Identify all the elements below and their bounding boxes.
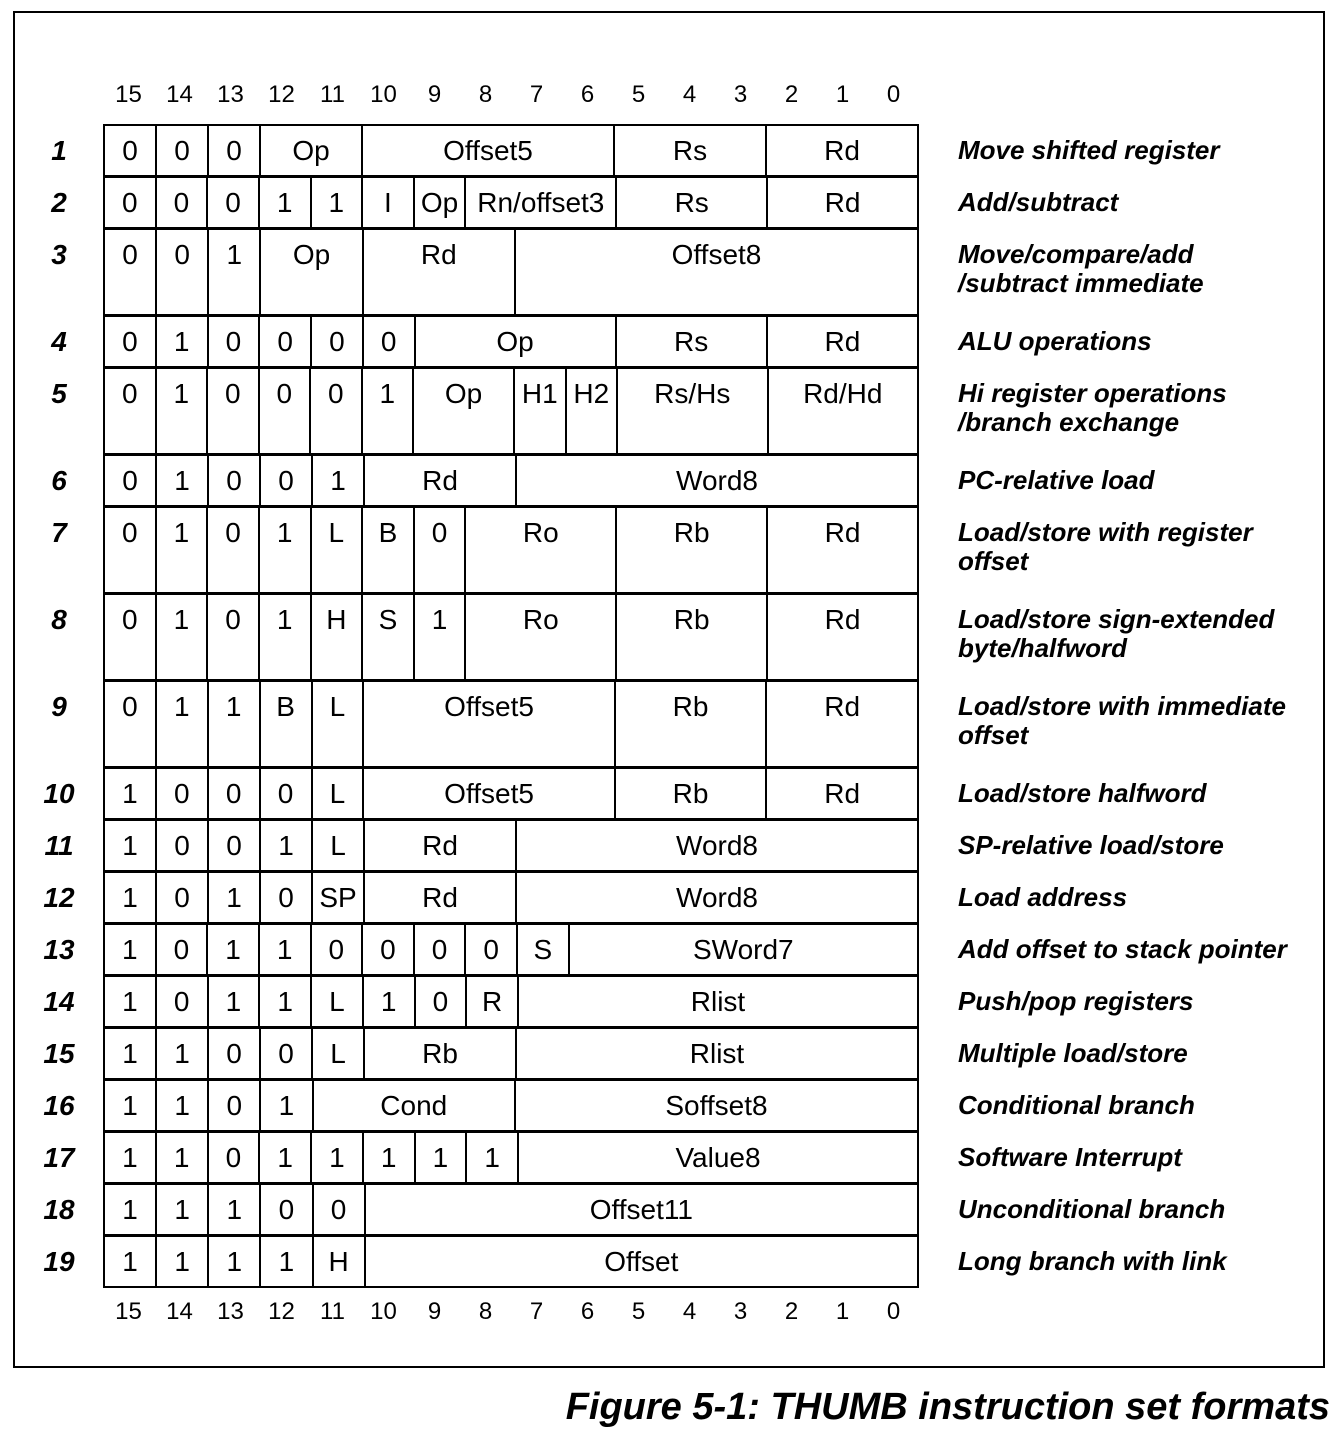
field-17-1: 1 [105, 1133, 157, 1182]
field-14-rlist: Rlist [690, 986, 746, 1017]
field-4-0: 0 [312, 317, 364, 366]
field-12-0: 0 [261, 873, 313, 922]
field-18-1: 1 [209, 1185, 261, 1234]
field-10-1: 1 [105, 769, 157, 818]
format-description-13 [958, 923, 1287, 964]
description-line: offset [958, 546, 1029, 576]
format-row-3 [15, 228, 1323, 316]
description-line: Load/store sign-extended [958, 604, 1275, 634]
field-6-1: 1 [313, 456, 365, 505]
format-description-3 [958, 228, 1204, 298]
field-18-0: 0 [261, 1185, 313, 1234]
format-number-1: 1 [51, 135, 67, 166]
bit-label-0: 0 [886, 1298, 901, 1325]
format-description-10 [958, 767, 1206, 808]
field-2-0: 0 [208, 178, 260, 227]
bit-label-8: 8 [478, 81, 493, 108]
field-14-1: 1 [209, 977, 261, 1026]
field-13-1: 1 [260, 925, 312, 974]
format-number-3: 3 [51, 239, 67, 270]
description-line: Move shifted register [958, 135, 1220, 165]
field-9-rb: Rb [616, 682, 768, 766]
description-line: Hi register operations [958, 378, 1227, 408]
field-8-0: 0 [105, 595, 157, 679]
field-17-1: 1 [312, 1133, 364, 1182]
field-12-sp: SP [313, 873, 365, 922]
field-19-h: H [314, 1237, 366, 1286]
format-row-6 [15, 454, 1323, 507]
field-19-1: 1 [209, 1237, 261, 1286]
bitfields-15 [103, 1027, 919, 1080]
field-17-1: 1 [467, 1133, 519, 1182]
field-13-0: 0 [415, 925, 467, 974]
field-18-0: 0 [314, 1185, 366, 1234]
field-2-0: 0 [157, 178, 209, 227]
description-line: Unconditional branch [958, 1194, 1226, 1224]
bit-label-15: 15 [115, 1298, 142, 1325]
field-18-offset11: Offset11 [589, 1194, 693, 1225]
field-13-0: 0 [363, 925, 415, 974]
field-15-rb: Rb [365, 1029, 517, 1078]
field-8-0: 0 [208, 595, 260, 679]
field-4-rd: Rd [824, 326, 861, 357]
field-4-rs: Rs [617, 317, 768, 366]
bit-label-3: 3 [733, 81, 748, 108]
field-16-0: 0 [209, 1081, 261, 1130]
field-10-0: 0 [157, 769, 209, 818]
field-8-h: H [312, 595, 364, 679]
field-5-rs-hs: Rs/Hs [618, 369, 769, 453]
field-10-0: 0 [209, 769, 261, 818]
field-7-rb: Rb [617, 508, 768, 592]
field-10-0: 0 [261, 769, 313, 818]
field-7-0: 0 [415, 508, 467, 592]
field-12-word8: Word8 [676, 882, 758, 913]
field-15-0: 0 [209, 1029, 261, 1078]
bitfields-19 [103, 1235, 919, 1288]
field-6-1: 1 [157, 456, 209, 505]
field-19-1: 1 [105, 1237, 157, 1286]
format-number-18: 18 [43, 1194, 75, 1225]
field-5-0: 0 [260, 369, 312, 453]
bitfields-14 [103, 975, 919, 1028]
field-5-rd-hd: Rd/Hd [803, 378, 883, 409]
format-description-4 [958, 315, 1152, 356]
field-17-1: 1 [416, 1133, 468, 1182]
field-7-l: L [312, 508, 364, 592]
format-number-9: 9 [51, 691, 67, 722]
bitfields-11 [103, 819, 919, 872]
bit-label-10: 10 [370, 1298, 397, 1325]
field-1-rs: Rs [615, 126, 767, 175]
field-11-0: 0 [157, 821, 209, 870]
field-8-1: 1 [157, 595, 209, 679]
format-description-5 [958, 367, 1227, 437]
bit-label-9: 9 [427, 1298, 442, 1325]
format-number-2: 2 [51, 187, 67, 218]
field-1-op: Op [261, 126, 363, 175]
field-7-rd: Rd [824, 517, 861, 548]
format-description-12 [958, 871, 1127, 912]
format-number-8: 8 [51, 604, 67, 635]
field-15-1: 1 [157, 1029, 209, 1078]
field-8-rd: Rd [824, 604, 861, 635]
description-line: Add/subtract [958, 187, 1119, 217]
format-description-17 [958, 1131, 1182, 1172]
field-1-0: 0 [209, 126, 261, 175]
description-line: Load address [958, 882, 1128, 912]
format-row-10 [15, 767, 1323, 820]
field-6-0: 0 [209, 456, 261, 505]
bit-label-14: 14 [166, 1298, 193, 1325]
format-number-5: 5 [51, 378, 67, 409]
bit-label-5: 5 [631, 1298, 646, 1325]
field-2-rs: Rs [617, 178, 768, 227]
field-12-rd: Rd [365, 873, 517, 922]
field-9-1: 1 [209, 682, 261, 766]
field-15-1: 1 [105, 1029, 157, 1078]
field-3-0: 0 [105, 230, 157, 314]
bitfields-2 [103, 176, 919, 229]
bit-ruler-bottom [103, 1298, 919, 1326]
format-row-4 [15, 315, 1323, 368]
field-9-b: B [261, 682, 313, 766]
bitfields-18 [103, 1183, 919, 1236]
bit-label-14: 14 [166, 81, 193, 108]
field-14-r: R [467, 977, 519, 1026]
description-line: byte/halfword [958, 633, 1128, 663]
bit-label-12: 12 [268, 1298, 295, 1325]
field-5-0: 0 [208, 369, 260, 453]
field-2-rd: Rd [824, 187, 861, 218]
format-row-15 [15, 1027, 1323, 1080]
bit-label-2: 2 [784, 1298, 799, 1325]
format-number-14: 14 [43, 986, 75, 1017]
field-7-0: 0 [105, 508, 157, 592]
format-description-2 [958, 176, 1118, 217]
bit-label-5: 5 [631, 81, 646, 108]
bitfields-1 [103, 124, 919, 177]
format-description-15 [958, 1027, 1188, 1068]
field-13-sword7: SWord7 [692, 934, 794, 965]
field-12-0: 0 [157, 873, 209, 922]
bit-label-13: 13 [217, 81, 244, 108]
bitfields-8 [103, 593, 919, 681]
bit-ruler-top [103, 81, 919, 109]
format-row-12 [15, 871, 1323, 924]
bit-label-11: 11 [320, 81, 345, 108]
format-description-8 [958, 593, 1274, 663]
format-number-10: 10 [43, 778, 75, 809]
bit-label-9: 9 [427, 81, 442, 108]
field-5-1: 1 [363, 369, 415, 453]
field-18-1: 1 [157, 1185, 209, 1234]
format-number-12: 12 [43, 882, 75, 913]
format-row-16 [15, 1079, 1323, 1132]
format-number-16: 16 [43, 1090, 75, 1121]
field-6-word8: Word8 [676, 465, 758, 496]
bitfields-12 [103, 871, 919, 924]
field-1-0: 0 [157, 126, 209, 175]
format-row-18 [15, 1183, 1323, 1236]
description-line: Load/store halfword [958, 778, 1207, 808]
description-line: ALU operations [958, 326, 1152, 356]
field-10-l: L [313, 769, 365, 818]
bit-label-12: 12 [268, 81, 295, 108]
field-4-op: Op [416, 317, 617, 366]
field-9-offset5: Offset5 [364, 682, 615, 766]
format-number-19: 19 [43, 1246, 75, 1277]
field-10-rd: Rd [824, 778, 861, 809]
field-15-rlist: Rlist [689, 1038, 745, 1069]
field-5-h1: H1 [515, 369, 567, 453]
field-2-rn-offset3: Rn/offset3 [466, 178, 617, 227]
description-line: Add offset to stack pointer [958, 934, 1287, 964]
bitfields-9 [103, 680, 919, 768]
format-description-19 [958, 1235, 1227, 1276]
field-16-cond: Cond [314, 1081, 517, 1130]
field-7-b: B [363, 508, 415, 592]
bit-label-3: 3 [733, 1298, 748, 1325]
field-11-0: 0 [209, 821, 261, 870]
bit-label-15: 15 [115, 81, 142, 108]
field-14-1: 1 [364, 977, 416, 1026]
field-13-0: 0 [312, 925, 364, 974]
description-line: Software Interrupt [958, 1142, 1182, 1172]
figure-caption: Figure 5-1: THUMB instruction set formats [565, 1386, 1330, 1428]
field-4-0: 0 [105, 317, 157, 366]
field-8-rb: Rb [617, 595, 768, 679]
field-6-rd: Rd [365, 456, 517, 505]
bitfields-10 [103, 767, 919, 820]
description-line: /branch exchange [958, 407, 1180, 437]
field-11-l: L [313, 821, 365, 870]
format-number-6: 6 [51, 465, 67, 496]
field-12-1: 1 [209, 873, 261, 922]
field-6-0: 0 [105, 456, 157, 505]
field-17-1: 1 [364, 1133, 416, 1182]
field-9-l: L [313, 682, 365, 766]
bitfields-16 [103, 1079, 919, 1132]
bit-label-7: 7 [529, 81, 544, 108]
format-description-6 [958, 454, 1155, 495]
field-5-h2: H2 [567, 369, 619, 453]
field-17-1: 1 [157, 1133, 209, 1182]
field-16-soffset8: Soffset8 [665, 1090, 768, 1121]
format-row-19 [15, 1235, 1323, 1288]
description-line: offset [958, 720, 1029, 750]
bit-label-7: 7 [529, 1298, 544, 1325]
figure-frame [13, 11, 1325, 1368]
field-3-1: 1 [209, 230, 261, 314]
field-16-1: 1 [157, 1081, 209, 1130]
format-description-9 [958, 680, 1286, 750]
bitfields-6 [103, 454, 919, 507]
format-description-1 [958, 124, 1220, 165]
bitfields-4 [103, 315, 919, 368]
bit-label-2: 2 [784, 81, 799, 108]
field-13-1: 1 [105, 925, 157, 974]
field-19-1: 1 [157, 1237, 209, 1286]
field-2-1: 1 [312, 178, 364, 227]
field-5-0: 0 [311, 369, 363, 453]
format-row-5 [15, 367, 1323, 455]
field-4-0: 0 [364, 317, 416, 366]
field-10-offset5: Offset5 [364, 769, 615, 818]
format-description-16 [958, 1079, 1195, 1120]
bit-label-1: 1 [835, 1298, 850, 1325]
field-17-1: 1 [260, 1133, 312, 1182]
field-1-rd: Rd [824, 135, 860, 166]
format-number-15: 15 [43, 1038, 75, 1069]
bit-label-6: 6 [580, 1298, 595, 1325]
field-4-0: 0 [260, 317, 312, 366]
field-9-1: 1 [157, 682, 209, 766]
description-line: Conditional branch [958, 1090, 1195, 1120]
bitfields-7 [103, 506, 919, 594]
field-2-i: I [363, 178, 415, 227]
description-line: Push/pop registers [958, 986, 1194, 1016]
bit-label-0: 0 [886, 81, 901, 108]
field-14-1: 1 [260, 977, 312, 1026]
format-number-4: 4 [51, 326, 67, 357]
field-16-1: 1 [261, 1081, 313, 1130]
format-row-1 [15, 124, 1323, 177]
field-3-0: 0 [157, 230, 209, 314]
format-number-7: 7 [51, 517, 67, 548]
format-number-11: 11 [44, 830, 74, 861]
field-14-1: 1 [105, 977, 157, 1026]
field-15-l: L [313, 1029, 365, 1078]
field-17-value8: Value8 [675, 1142, 761, 1173]
description-line: Multiple load/store [958, 1038, 1188, 1068]
field-3-offset8: Offset8 [671, 239, 762, 270]
description-line: Move/compare/add [958, 239, 1194, 269]
field-11-1: 1 [261, 821, 313, 870]
field-10-rb: Rb [616, 769, 768, 818]
field-11-rd: Rd [365, 821, 517, 870]
field-8-1: 1 [415, 595, 467, 679]
description-line: /subtract immediate [958, 268, 1204, 298]
bit-label-4: 4 [682, 81, 697, 108]
field-3-op: Op [261, 230, 363, 314]
field-16-1: 1 [105, 1081, 157, 1130]
format-table [15, 124, 1323, 1288]
field-17-0: 0 [209, 1133, 261, 1182]
format-description-11 [958, 819, 1224, 860]
field-6-0: 0 [261, 456, 313, 505]
field-4-1: 1 [157, 317, 209, 366]
field-11-1: 1 [105, 821, 157, 870]
field-15-0: 0 [261, 1029, 313, 1078]
field-3-rd: Rd [364, 230, 516, 314]
field-5-op: Op [414, 369, 515, 453]
format-row-13 [15, 923, 1323, 976]
field-5-1: 1 [157, 369, 209, 453]
field-1-offset5: Offset5 [363, 126, 615, 175]
format-row-8 [15, 593, 1323, 681]
field-8-1: 1 [260, 595, 312, 679]
field-14-l: L [312, 977, 364, 1026]
field-19-1: 1 [261, 1237, 313, 1286]
bit-label-4: 4 [682, 1298, 697, 1325]
field-2-1: 1 [260, 178, 312, 227]
format-description-18 [958, 1183, 1225, 1224]
bit-label-10: 10 [370, 81, 397, 108]
field-7-1: 1 [260, 508, 312, 592]
description-line: Load/store with immediate [958, 691, 1286, 721]
bitfields-17 [103, 1131, 919, 1184]
format-row-7 [15, 506, 1323, 594]
field-19-offset: Offset [604, 1246, 679, 1277]
bitfields-13 [103, 923, 919, 976]
field-11-word8: Word8 [676, 830, 758, 861]
field-2-op: Op [415, 178, 467, 227]
bit-label-1: 1 [835, 81, 850, 108]
field-7-0: 0 [208, 508, 260, 592]
bit-label-13: 13 [217, 1298, 244, 1325]
description-line: Long branch with link [958, 1246, 1227, 1276]
field-9-0: 0 [105, 682, 157, 766]
field-8-s: S [363, 595, 415, 679]
bitfields-3 [103, 228, 919, 316]
format-row-14 [15, 975, 1323, 1028]
format-description-7 [958, 506, 1253, 576]
field-14-0: 0 [416, 977, 468, 1026]
format-description-14 [958, 975, 1194, 1016]
description-line: Load/store with register [958, 517, 1253, 547]
field-4-0: 0 [209, 317, 261, 366]
field-13-s: S [518, 925, 570, 974]
field-7-ro: Ro [466, 508, 617, 592]
format-row-9 [15, 680, 1323, 768]
field-13-1: 1 [208, 925, 260, 974]
field-1-0: 0 [105, 126, 157, 175]
description-line: PC-relative load [958, 465, 1155, 495]
bit-label-8: 8 [478, 1298, 493, 1325]
bit-label-11: 11 [320, 1298, 345, 1325]
field-5-0: 0 [105, 369, 157, 453]
field-14-0: 0 [157, 977, 209, 1026]
bitfields-5 [103, 367, 919, 455]
format-number-17: 17 [43, 1142, 75, 1173]
field-18-1: 1 [105, 1185, 157, 1234]
format-row-11 [15, 819, 1323, 872]
field-7-1: 1 [157, 508, 209, 592]
field-8-ro: Ro [466, 595, 617, 679]
description-line: SP-relative load/store [958, 830, 1224, 860]
format-row-2 [15, 176, 1323, 229]
field-13-0: 0 [466, 925, 518, 974]
bit-label-6: 6 [580, 81, 595, 108]
field-9-rd: Rd [824, 691, 861, 722]
field-13-0: 0 [157, 925, 209, 974]
format-row-17 [15, 1131, 1323, 1184]
format-number-13: 13 [43, 934, 75, 965]
field-12-1: 1 [105, 873, 157, 922]
field-2-0: 0 [105, 178, 157, 227]
